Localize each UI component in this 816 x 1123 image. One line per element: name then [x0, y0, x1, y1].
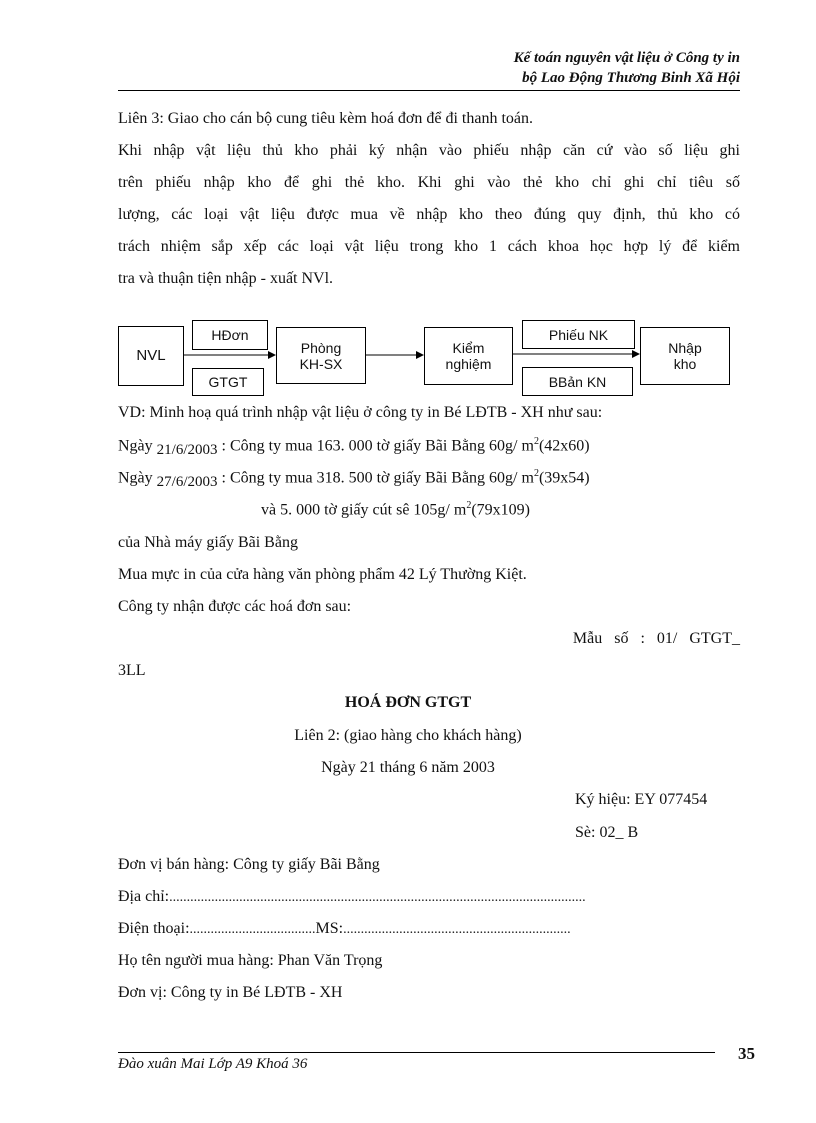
line3-tail: (79x109): [471, 501, 530, 519]
dien-thoai-label: Điện thoại:: [118, 920, 190, 937]
box-kiem-line1: Kiểm: [452, 340, 485, 356]
invoice-so: Sè: 02_ B: [575, 824, 639, 841]
invoice-buyer: Họ tên người mua hàng: Phan Văn Trọng: [118, 952, 383, 969]
box-kiem-nghiem: [424, 327, 513, 385]
header-rule: [118, 90, 740, 91]
invoice-title: HOÁ ĐƠN GTGT: [344, 694, 472, 711]
footer-rule: [118, 1052, 715, 1053]
line1-text: : Công ty mua 163. 000 tờ giấy Bãi Bằng 60g/ m: [221, 437, 534, 455]
header-line-1: Kế toán nguyên vật liệu ở Công ty in: [513, 50, 740, 66]
dia-chi-dots: .......................................................................................................................: [169, 890, 586, 905]
box-nhap-line1: Nhập: [668, 340, 702, 356]
invoice-mau-so-cont: 3LL: [118, 662, 146, 679]
box-kiem-line2: nghiệm: [445, 356, 492, 372]
line1-sup: 2: [533, 436, 539, 447]
footer-author: Đào xuân Mai Lớp A9 Khoá 36: [118, 1056, 308, 1072]
page-number: 35: [738, 1044, 755, 1063]
invoice-dien-thoai: [118, 920, 718, 938]
line3-text: và 5. 000 tờ giấy cút sê 105g/ m: [261, 501, 467, 519]
line1-tail: (42x60): [538, 437, 590, 455]
invoice-ky-hieu: Ký hiệu: EY 077454: [575, 791, 708, 808]
ngay-label: Ngày: [118, 437, 153, 455]
paragraph-lien3: Liên 3: Giao cho cán bộ cung tiêu kèm hoá đơn để đi thanh toán.: [118, 110, 534, 127]
example-line-4: của Nhà máy giấy Bãi Bằng: [118, 534, 298, 551]
box-phong-khsx: [276, 327, 366, 384]
box-bban-kn: BBản KN: [522, 367, 633, 396]
box-phong-line1: Phòng: [300, 339, 342, 356]
invoice-lien: Liên 2: (giao hàng cho khách hàng): [294, 727, 522, 744]
box-nhap-kho: [640, 327, 730, 385]
line2-sup: 2: [533, 468, 539, 479]
line2-text: : Công ty mua 318. 500 tờ giấy Bãi Bằng 60g/ m: [221, 469, 534, 487]
invoice-seller: Đơn vị bán hàng: Công ty giấy Bãi Bằng: [118, 856, 380, 873]
box-hdon: HĐơn: [192, 320, 268, 350]
invoice-dia-chi: [118, 888, 718, 906]
example-line-5: Mua mực in của cửa hàng văn phòng phẩm 42 Lý Thường Kiệt.: [118, 566, 527, 583]
invoice-mau-so: Mẫu số : 01/ GTGT_: [572, 630, 740, 647]
box-nvl: NVL: [118, 326, 184, 386]
dien-thoai-dots: ....................................: [189, 922, 316, 937]
box-phong-line2: KH-SX: [299, 355, 343, 372]
example-vd: VD: Minh hoạ quá trình nhập vật liệu ở công ty in Bé LĐTB - XH như sau:: [118, 404, 603, 421]
invoice-don-vi: Đơn vị: Công ty in Bé LĐTB - XH: [118, 984, 343, 1001]
box-nhap-line2: kho: [673, 356, 697, 372]
date-1: 21/6/2003: [156, 442, 218, 459]
line3-sup: 2: [466, 500, 472, 511]
example-line-1: [118, 436, 590, 459]
paragraph-line: lượng, các loại vật liệu được mua về nhập kho theo đúng quy định, thủ kho có: [118, 206, 740, 223]
ngay-label: Ngày: [118, 469, 153, 487]
paragraph-line: trách nhiệm sắp xếp các loại vật liệu trong kho 1 cách khoa học hợp lý để kiểm: [118, 238, 740, 255]
invoice-date: Ngày 21 tháng 6 năm 2003: [321, 759, 495, 776]
example-line-3: [261, 500, 530, 519]
ms-label: MS:: [315, 920, 344, 937]
header-line-2: bộ Lao Động Thương Binh Xã Hội: [522, 70, 740, 86]
paragraph-line: Khi nhập vật liệu thủ kho phải ký nhận vào phiếu nhập căn cứ vào số liệu ghi: [118, 142, 740, 159]
paragraph-line: trên phiếu nhập kho để ghi thẻ kho. Khi ghi vào thẻ kho chỉ ghi chỉ tiêu số: [118, 174, 740, 191]
line2-tail: (39x54): [538, 469, 590, 487]
paragraph-line: tra và thuận tiện nhập - xuất NVl.: [118, 270, 334, 287]
date-2: 27/6/2003: [156, 474, 218, 491]
example-line-2: [118, 468, 590, 491]
ms-dots: .................................................................: [343, 922, 571, 937]
box-gtgt: GTGT: [192, 368, 264, 396]
box-phieu-nk: Phiếu NK: [522, 320, 635, 349]
dia-chi-label: Địa chỉ:: [118, 888, 170, 905]
example-line-6: Công ty nhận được các hoá đơn sau:: [118, 598, 352, 615]
